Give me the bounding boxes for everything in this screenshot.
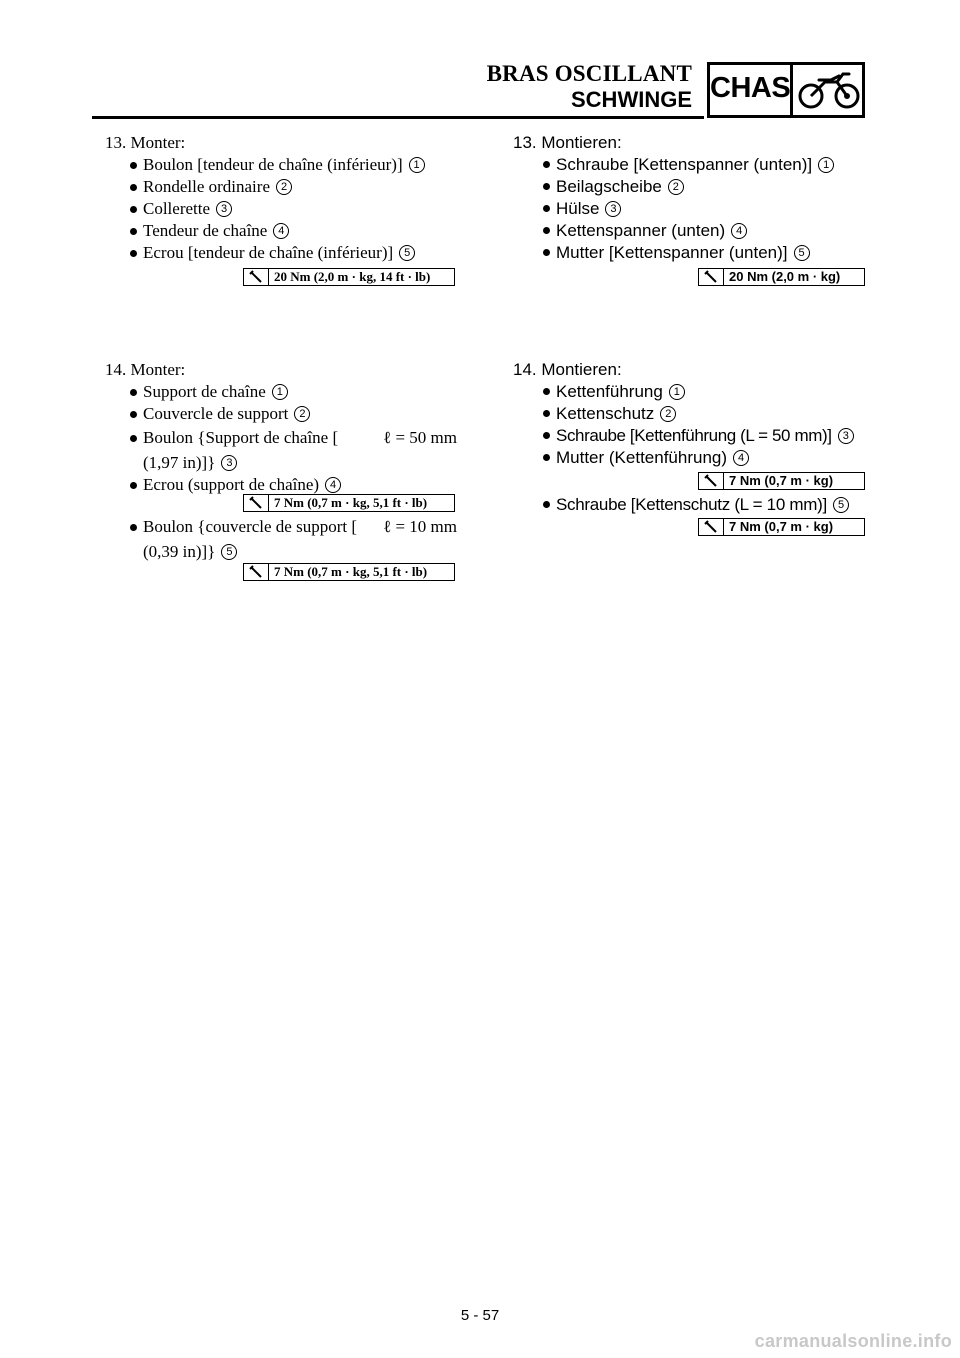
callout-number: 1 bbox=[272, 384, 288, 400]
step-heading: 14. Monter: bbox=[105, 360, 186, 379]
wrench-icon bbox=[244, 269, 269, 285]
item-length: ℓ = 10 mm bbox=[383, 517, 457, 536]
item-text: Hülse bbox=[556, 199, 600, 218]
item-text: Kettenspanner (unten) bbox=[556, 221, 726, 240]
torque-value: 7 Nm (0,7 m · kg, 5,1 ft · lb) bbox=[274, 495, 428, 510]
bullet-icon bbox=[543, 205, 550, 212]
callout-number: 2 bbox=[660, 406, 676, 422]
bullet-icon bbox=[130, 435, 137, 442]
callout-number: 4 bbox=[273, 223, 289, 239]
callout-number: 5 bbox=[794, 245, 810, 261]
item-text: Schraube [Kettenführung (L = 50 mm)] bbox=[556, 426, 832, 445]
bullet-icon bbox=[130, 162, 137, 169]
item-text: Tendeur de chaîne bbox=[143, 221, 268, 240]
callout-number: 4 bbox=[733, 450, 749, 466]
torque-value: 7 Nm (0,7 m · kg, 5,1 ft · lb) bbox=[274, 564, 428, 579]
item-text: Kettenschutz bbox=[556, 404, 655, 423]
list-item bbox=[543, 242, 873, 264]
item-text: Ecrou (support de chaîne) bbox=[143, 475, 320, 494]
list-item bbox=[543, 494, 883, 516]
de-step13 bbox=[513, 132, 873, 264]
bullet-icon bbox=[130, 184, 137, 191]
item-text: Couvercle de support bbox=[143, 404, 289, 423]
bullet-icon bbox=[130, 228, 137, 235]
callout-number: 4 bbox=[731, 223, 747, 239]
torque-spec bbox=[243, 268, 455, 286]
item-length: ℓ = 50 mm bbox=[383, 428, 457, 447]
bullet-icon bbox=[130, 206, 137, 213]
list-item bbox=[130, 381, 460, 403]
item-text: Rondelle ordinaire bbox=[143, 177, 270, 196]
callout-number: 4 bbox=[325, 477, 341, 493]
callout-number: 5 bbox=[833, 497, 849, 513]
page-number: 5 - 57 bbox=[460, 1307, 500, 1324]
list-item bbox=[130, 516, 460, 563]
item-text: Boulon {Support de chaîne [ bbox=[143, 428, 339, 447]
bullet-icon bbox=[130, 482, 137, 489]
item-text: Support de chaîne bbox=[143, 382, 266, 401]
callout-number: 5 bbox=[221, 544, 237, 560]
callout-number: 2 bbox=[294, 406, 310, 422]
list-item bbox=[130, 198, 465, 220]
item-text-cont: (1,97 in)]} bbox=[143, 453, 216, 472]
bullet-icon bbox=[543, 454, 550, 461]
callout-number: 3 bbox=[221, 455, 237, 471]
torque-spec bbox=[698, 472, 865, 490]
wrench-icon bbox=[244, 564, 269, 580]
callout-number: 5 bbox=[399, 245, 415, 261]
list-item bbox=[130, 474, 460, 496]
torque-value: 7 Nm (0,7 m · kg) bbox=[729, 519, 834, 534]
list-item bbox=[543, 381, 873, 403]
bullet-icon bbox=[543, 249, 550, 256]
list-item bbox=[543, 425, 873, 447]
bullet-icon bbox=[543, 432, 550, 439]
fr-step14 bbox=[105, 359, 460, 496]
list-item bbox=[130, 403, 460, 425]
list-item bbox=[130, 154, 465, 176]
item-text: Mutter [Kettenspanner (unten)] bbox=[556, 243, 788, 262]
item-text-cont: (0,39 in)]} bbox=[143, 542, 216, 561]
bullet-icon bbox=[543, 161, 550, 168]
de-step14-item5 bbox=[543, 494, 883, 516]
item-text: Collerette bbox=[143, 199, 211, 218]
item-text: Ecrou [tendeur de chaîne (inférieur)] bbox=[143, 243, 394, 262]
callout-number: 2 bbox=[276, 179, 292, 195]
bullet-icon bbox=[543, 410, 550, 417]
callout-number: 1 bbox=[818, 157, 834, 173]
torque-spec bbox=[243, 494, 455, 512]
list-item bbox=[543, 198, 873, 220]
motorcycle-icon bbox=[797, 66, 861, 114]
list-item bbox=[543, 220, 873, 242]
bullet-icon bbox=[130, 389, 137, 396]
bullet-icon bbox=[543, 227, 550, 234]
bullet-icon bbox=[543, 183, 550, 190]
step-heading: 13. Montieren: bbox=[513, 133, 622, 152]
list-item bbox=[543, 403, 873, 425]
torque-spec bbox=[698, 518, 865, 536]
step-heading: 13. Monter: bbox=[105, 133, 186, 152]
bullet-icon bbox=[543, 388, 550, 395]
wrench-icon bbox=[699, 473, 724, 489]
list-item bbox=[543, 176, 873, 198]
list-item bbox=[130, 242, 465, 264]
callout-number: 3 bbox=[216, 201, 232, 217]
bullet-icon bbox=[130, 250, 137, 257]
item-text: Schraube [Kettenschutz (L = 10 mm)] bbox=[556, 495, 827, 514]
wrench-icon bbox=[699, 269, 724, 285]
bullet-icon bbox=[543, 501, 550, 508]
wrench-icon bbox=[244, 495, 269, 511]
torque-value: 20 Nm (2,0 m · kg, 14 ft · lb) bbox=[274, 269, 431, 284]
item-text: Beilagscheibe bbox=[556, 177, 662, 196]
header-rule bbox=[92, 116, 704, 119]
item-text: Boulon {couvercle de support [ bbox=[143, 517, 357, 536]
torque-spec bbox=[698, 268, 865, 286]
callout-number: 2 bbox=[668, 179, 684, 195]
callout-number: 1 bbox=[669, 384, 685, 400]
section-title-de: SCHWINGE bbox=[571, 87, 692, 112]
watermark: carmanualsonline.info bbox=[754, 1331, 952, 1351]
wrench-icon bbox=[699, 519, 724, 535]
section-badge-divider bbox=[790, 62, 793, 118]
item-text: Schraube [Kettenspanner (unten)] bbox=[556, 155, 813, 174]
item-text: Mutter (Kettenführung) bbox=[556, 448, 728, 467]
bullet-icon bbox=[130, 411, 137, 418]
list-item bbox=[543, 154, 873, 176]
fr-step13 bbox=[105, 132, 465, 264]
torque-value: 20 Nm (2,0 m · kg) bbox=[729, 269, 841, 284]
item-text: Boulon [tendeur de chaîne (inférieur)] bbox=[143, 155, 403, 174]
list-item bbox=[543, 447, 873, 469]
step-heading: 14. Montieren: bbox=[513, 360, 622, 379]
bullet-icon bbox=[130, 524, 137, 531]
fr-step14-item5 bbox=[130, 516, 460, 563]
callout-number: 1 bbox=[409, 157, 425, 173]
section-title-fr: BRAS OSCILLANT bbox=[486, 61, 692, 86]
torque-value: 7 Nm (0,7 m · kg) bbox=[729, 473, 834, 488]
list-item bbox=[130, 427, 460, 474]
callout-number: 3 bbox=[605, 201, 621, 217]
callout-number: 3 bbox=[838, 428, 854, 444]
torque-spec bbox=[243, 563, 455, 581]
item-text: Kettenführung bbox=[556, 382, 663, 401]
section-code: CHAS bbox=[710, 72, 791, 104]
de-step14 bbox=[513, 359, 873, 469]
list-item bbox=[130, 176, 465, 198]
list-item bbox=[130, 220, 465, 242]
